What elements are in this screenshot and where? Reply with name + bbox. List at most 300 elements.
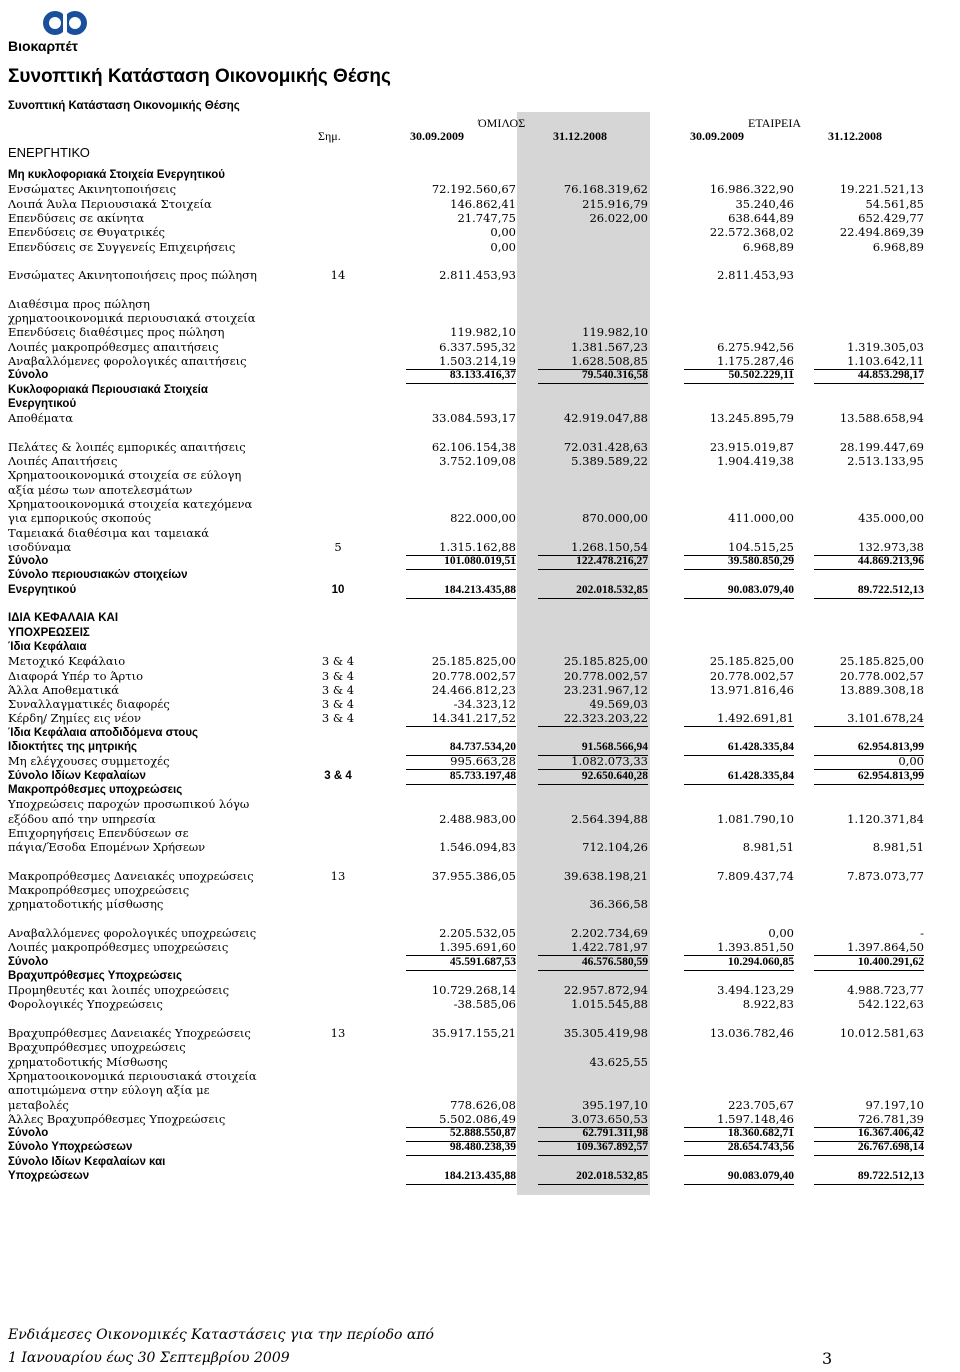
row-value: 35.305.419,98 xyxy=(563,1026,648,1040)
row-label: χρηματοδοτικής μίσθωσης xyxy=(8,897,164,912)
row-label: Κυκλοφοριακά Περιουσιακά Στοιχεία xyxy=(8,383,208,396)
statement-row xyxy=(8,1098,928,1113)
statement-row xyxy=(8,1083,928,1098)
row-label: εξόδου από την υπηρεσία xyxy=(8,811,156,826)
row-label: Σύνολο περιουσιακών στοιχείων xyxy=(8,569,188,582)
row-value: 20.778.002,57 xyxy=(563,668,648,683)
row-note: 3 & 4 xyxy=(321,711,355,726)
row-note: 3 & 4 xyxy=(321,654,355,669)
page-subtitle: Συνοπτική Κατάσταση Οικονομικής Θέσης xyxy=(8,100,240,112)
statement-row xyxy=(8,268,928,283)
row-label: Μακροπρόθεσμες υποχρεώσεις xyxy=(8,883,190,897)
row-label: Λοιπές μακροπρόθεσμες απαιτήσεις xyxy=(8,339,219,354)
row-value: 20.778.002,57 xyxy=(839,668,924,683)
row-value: 6.968,89 xyxy=(872,239,924,254)
row-value: 712.104,26 xyxy=(582,840,648,855)
row-label: Αναβαλλόμενες φορολογικές υποχρεώσεις xyxy=(8,925,257,940)
statement-row xyxy=(8,1155,928,1170)
row-value: 0,00 xyxy=(768,925,794,940)
row-label: Σύνολο Υποχρεώσεων xyxy=(8,1141,133,1154)
row-label: Χρηματοοικονομικά περιουσιακά στοιχεία xyxy=(8,1068,257,1083)
row-label: Μη ελέγχουσες συμμετοχές xyxy=(8,754,170,769)
statement-row xyxy=(8,568,928,583)
row-value: 215.916,79 xyxy=(582,196,648,211)
row-value: 35.240,46 xyxy=(735,196,794,211)
row-value: 6.337.595,32 xyxy=(439,339,516,354)
page-title: Συνοπτική Κατάσταση Οικονομικής Θέσης xyxy=(8,66,391,87)
row-value: 395.197,10 xyxy=(582,1097,648,1112)
row-label: αποτιμώμενα στην εύλογη αξία με xyxy=(8,1083,210,1098)
row-value: 13.036.782,46 xyxy=(709,1026,794,1040)
row-value: 1.081.790,10 xyxy=(717,811,794,826)
row-value: 62.791.311,98 xyxy=(538,1126,648,1142)
row-value: 26.767.698,14 xyxy=(814,1140,924,1156)
statement-row xyxy=(8,554,928,569)
row-value: 132.973,38 xyxy=(814,540,924,556)
row-value: 83.133.416,37 xyxy=(406,368,516,384)
row-value: 25.185.825,00 xyxy=(839,654,924,669)
row-value: 6.275.942,56 xyxy=(717,339,794,354)
row-label: Σύνολο Ιδίων Κεφαλαίων και xyxy=(8,1155,166,1168)
row-value: 1.015.545,88 xyxy=(571,997,648,1012)
row-value: 22.494.869,39 xyxy=(839,225,924,240)
row-label: Επενδύσεις διαθέσιμες προς πώληση xyxy=(8,325,225,340)
statement-row xyxy=(8,983,928,998)
row-value: 49.569,03 xyxy=(589,697,648,712)
row-value: 5.389.589,22 xyxy=(571,454,648,468)
row-value: 1.381.567,23 xyxy=(571,339,648,354)
row-label: Υποχρεώσεων xyxy=(8,1170,90,1182)
row-value: 22.572.368,02 xyxy=(709,225,794,240)
row-label: Άλλα Αποθεματικά xyxy=(8,682,120,697)
row-value: 1.120.371,84 xyxy=(847,811,924,826)
statement-row xyxy=(8,383,928,398)
row-label: Λοιπές Απαιτήσεις xyxy=(8,454,118,468)
row-value: 84.737.534,20 xyxy=(406,740,516,756)
statement-row xyxy=(8,897,928,912)
row-value: 1.904.419,38 xyxy=(717,454,794,468)
statement-row xyxy=(8,368,928,383)
statement-row xyxy=(8,440,928,455)
row-label: Βραχυπρόθεσμες Υποχρεώσεις xyxy=(8,969,182,982)
row-label: Επιχορηγήσεις Επενδύσεων σε xyxy=(8,825,189,840)
row-label: Ενσώματες Ακινητοποιήσεις xyxy=(8,182,177,197)
statement-row xyxy=(8,783,928,798)
row-value: 39.580.850,29 xyxy=(684,554,794,570)
company-name: Βιοκαρπέτ xyxy=(8,38,79,54)
row-value: 72.031.428,63 xyxy=(563,439,648,454)
row-label: Επενδύσεις σε Θυγατρικές xyxy=(8,225,165,240)
row-value: 13.588.658,94 xyxy=(839,411,924,426)
row-note: 3 & 4 xyxy=(324,769,352,782)
row-value: 52.888.550,87 xyxy=(406,1126,516,1142)
row-value: 37.955.386,05 xyxy=(431,868,516,883)
statement-row xyxy=(8,826,928,841)
row-value: 14.341.217,52 xyxy=(406,711,516,727)
row-label: Χρηματοοικονομικά στοιχεία σε εύλογη xyxy=(8,468,242,483)
row-value: 50.502.229,11 xyxy=(684,368,794,384)
row-value: 726.781,39 xyxy=(814,1112,924,1128)
row-value: 411.000,00 xyxy=(728,511,794,526)
row-value: 1.175.287,46 xyxy=(684,354,794,370)
row-value: 146.862,41 xyxy=(450,196,516,211)
statement-row xyxy=(8,411,928,426)
company-header: ΕΤΑΙΡΕΙΑ xyxy=(748,116,802,130)
row-value: 79.540.316,58 xyxy=(538,368,648,384)
statement-row xyxy=(8,197,928,212)
statement-row xyxy=(8,997,928,1012)
row-value: 28.654.743,56 xyxy=(684,1140,794,1156)
statement-row xyxy=(8,1126,928,1141)
row-value: 184.213.435,88 xyxy=(406,1169,516,1185)
row-value: 20.778.002,57 xyxy=(431,668,516,683)
row-value: 62.954.813,99 xyxy=(814,769,924,785)
row-value: 97.197,10 xyxy=(865,1097,924,1112)
row-note: 13 xyxy=(330,868,346,883)
statement-row xyxy=(8,1169,928,1184)
row-value: 122.478.216,27 xyxy=(538,554,648,570)
row-value: 223.705,67 xyxy=(728,1097,794,1112)
row-value: 10.294.060,85 xyxy=(684,955,794,971)
row-label: Βραχυπρόθεσμες υποχρεώσεις xyxy=(8,1040,186,1055)
row-value: 1.628.508,85 xyxy=(538,354,648,370)
row-label: αξία μέσω των αποτελεσμάτων xyxy=(8,482,193,497)
row-label: Μετοχικό Κεφάλαιο xyxy=(8,654,126,669)
row-label: Ενεργητικού xyxy=(8,397,77,410)
row-value: 435.000,00 xyxy=(858,511,924,526)
row-value: 184.213.435,88 xyxy=(406,583,516,599)
row-label: Χρηματοοικονομικά στοιχεία κατεχόμενα xyxy=(8,496,253,511)
row-value: 7.809.437,74 xyxy=(717,868,794,883)
row-value: 6.968,89 xyxy=(742,239,794,254)
row-label: Βραχυπρόθεσμες Δανειακές Υποχρεώσεις xyxy=(8,1026,251,1040)
statement-row xyxy=(8,740,928,755)
row-note: 14 xyxy=(330,268,346,283)
row-value: 1.393.851,50 xyxy=(684,940,794,956)
row-label: Λοιπά Άυλα Περιουσιακά Στοιχεία xyxy=(8,196,212,211)
row-value: 89.722.512,13 xyxy=(814,1169,924,1185)
statement-row xyxy=(8,1140,928,1155)
statement-row xyxy=(8,697,928,712)
row-label: Ίδια Κεφάλαια xyxy=(8,640,87,653)
row-value: 24.466.812,23 xyxy=(431,682,516,697)
row-label: χρηματοδοτικής Μίσθωσης xyxy=(8,1054,168,1069)
row-value: 54.561,85 xyxy=(865,196,924,211)
row-value: 119.982,10 xyxy=(582,325,648,340)
row-value: 13.245.895,79 xyxy=(709,411,794,426)
statement-row xyxy=(8,754,928,769)
row-value: 2.513.133,95 xyxy=(847,454,924,468)
row-value: -34.323,12 xyxy=(453,697,516,712)
row-value: 10.400.291,62 xyxy=(814,955,924,971)
row-value: 92.650.640,28 xyxy=(538,769,648,785)
statement-row xyxy=(8,1055,928,1070)
row-value: 822.000,00 xyxy=(450,511,516,526)
row-value: 1.395.691,60 xyxy=(406,940,516,956)
row-label: Κέρδη/ Ζημίες εις νέον xyxy=(8,711,141,726)
row-value: 23.231.967,12 xyxy=(563,682,648,697)
row-label: ΙΔΙΑ ΚΕΦΑΛΑΙΑ ΚΑΙ xyxy=(8,612,119,625)
row-value: 42.919.047,88 xyxy=(563,411,648,426)
row-value: -38.585,06 xyxy=(453,997,516,1012)
row-value: 13.971.816,46 xyxy=(709,682,794,697)
row-label: χρηματοοικονομικά περιουσιακά στοιχεία xyxy=(8,311,256,325)
statement-row xyxy=(8,1026,928,1041)
row-label: Λοιπές μακροπρόθεσμες υποχρεώσεις xyxy=(8,940,229,955)
row-label: πάγια/Έσοδα Επομένων Χρήσεων xyxy=(8,840,206,855)
statement-row xyxy=(8,297,928,312)
row-value: 1.397.864,50 xyxy=(814,940,924,956)
row-label: Αναβαλλόμενες φορολογικές απαιτήσεις xyxy=(8,353,247,368)
row-value: 61.428.335,84 xyxy=(684,769,794,785)
row-value: 3.073.650,53 xyxy=(538,1112,648,1128)
row-value: 22.323.203,22 xyxy=(538,711,648,727)
row-value: 16.367.406,42 xyxy=(814,1126,924,1142)
statement-row xyxy=(8,869,928,884)
row-value: 43.625,55 xyxy=(589,1054,648,1069)
statement-row xyxy=(8,540,928,555)
statement-row xyxy=(8,583,928,598)
row-value: 0,00 xyxy=(490,239,516,254)
row-value: 44.869.213,96 xyxy=(814,554,924,570)
statement-row xyxy=(8,240,928,255)
row-value: 101.080.019,51 xyxy=(406,554,516,570)
row-value: 1.422.781,97 xyxy=(538,940,648,956)
row-label: Άλλες Βραχυπρόθεσμες Υποχρεώσεις xyxy=(8,1111,226,1126)
row-value: - xyxy=(920,925,924,940)
date-header-1: 30.09.2009 xyxy=(410,129,464,143)
row-note: 13 xyxy=(330,1026,346,1040)
row-value: 16.986.322,90 xyxy=(709,182,794,197)
statement-row xyxy=(8,726,928,741)
row-value: 39.638.198,21 xyxy=(563,868,648,883)
row-label: Συναλλαγματικές διαφορές xyxy=(8,697,170,712)
row-value: 21.747,75 xyxy=(457,210,516,225)
statement-row xyxy=(8,640,928,655)
statement-row xyxy=(8,483,928,498)
row-value: 2.811.453,93 xyxy=(717,268,794,283)
statement-row xyxy=(8,669,928,684)
row-value: 23.915.019,87 xyxy=(709,439,794,454)
statement-row xyxy=(8,454,928,469)
row-value: 4.988.723,77 xyxy=(847,983,924,998)
statement-row xyxy=(8,526,928,541)
statement-row xyxy=(8,654,928,669)
row-label: Σύνολο xyxy=(8,955,49,968)
statement-row xyxy=(8,797,928,812)
row-value: 1.597.148,46 xyxy=(684,1112,794,1128)
statement-row xyxy=(8,225,928,240)
row-value: 2.811.453,93 xyxy=(439,268,516,283)
row-label: Αποθέματα xyxy=(8,411,74,426)
statement-row xyxy=(8,940,928,955)
row-value: 1.082.073,33 xyxy=(538,754,648,770)
row-value: 1.503.214,19 xyxy=(406,354,516,370)
row-label: Επενδύσεις σε Συγγενείς Επιχειρήσεις xyxy=(8,239,236,254)
row-label: Υποχρεώσεις παροχών προσωπικού λόγω xyxy=(8,797,250,812)
row-value: 870.000,00 xyxy=(582,511,648,526)
row-value: 10.729.268,14 xyxy=(431,983,516,998)
row-value: 3.494.123,29 xyxy=(717,983,794,998)
statement-row xyxy=(8,340,928,355)
row-value: 0,00 xyxy=(814,754,924,770)
statement-row xyxy=(8,611,928,626)
statement-row xyxy=(8,969,928,984)
row-value: 2.564.394,88 xyxy=(571,811,648,826)
row-value: 13.889.308,18 xyxy=(839,682,924,697)
row-value: 62.954.813,99 xyxy=(814,740,924,756)
row-label: Μακροπρόθεσμες Δανειακές υποχρεώσεις xyxy=(8,868,254,883)
row-value: 25.185.825,00 xyxy=(431,654,516,669)
row-label: ισοδύναμα xyxy=(8,539,72,554)
row-value: 1.268.150,54 xyxy=(538,540,648,556)
row-value: 91.568.566,94 xyxy=(538,740,648,756)
statement-row xyxy=(8,182,928,197)
row-label: Ενσώματες Ακινητοποιήσεις προς πώληση xyxy=(8,268,257,283)
row-value: 104.515,25 xyxy=(684,540,794,556)
statement-row xyxy=(8,354,928,369)
row-value: 0,00 xyxy=(490,225,516,240)
row-label: Ενεργητικού xyxy=(8,583,77,596)
date-header-4: 31.12.2008 xyxy=(828,129,882,143)
row-label: για εμπορικούς σκοπούς xyxy=(8,511,152,526)
row-value: 1.315.162,88 xyxy=(406,540,516,556)
row-value: 90.083.079,40 xyxy=(684,1169,794,1185)
statement-row xyxy=(8,497,928,512)
statement-row xyxy=(8,397,928,412)
row-value: 46.576.580,59 xyxy=(538,955,648,971)
row-value: 20.778.002,57 xyxy=(709,668,794,683)
row-value: 2.205.532,05 xyxy=(439,925,516,940)
row-value: 2.202.734,69 xyxy=(571,925,648,940)
row-value: 995.663,28 xyxy=(406,754,516,770)
row-label: μεταβολές xyxy=(8,1097,69,1112)
statement-row xyxy=(8,812,928,827)
row-label: Μη κυκλοφοριακά Στοιχεία Ενεργητικού xyxy=(8,169,225,181)
row-label: Σύνολο Ιδίων Κεφαλαίων xyxy=(8,769,146,782)
row-value: 3.752.109,08 xyxy=(439,454,516,468)
row-label: Διαθέσιμα προς πώληση xyxy=(8,296,150,311)
row-value: 85.733.197,48 xyxy=(406,769,516,785)
row-value: 5.502.086,49 xyxy=(406,1112,516,1128)
row-value: 89.722.512,13 xyxy=(814,583,924,599)
row-value: 35.917.155,21 xyxy=(431,1026,516,1040)
row-note: 10 xyxy=(331,583,345,596)
row-value: 542.122,63 xyxy=(858,997,924,1012)
row-value: 202.018.532,85 xyxy=(538,583,648,599)
row-value: 22.957.872,94 xyxy=(563,983,648,998)
row-value: 72.192.560,67 xyxy=(431,182,516,197)
group-header: ΌΜΙΛΟΣ xyxy=(478,116,526,130)
row-value: 61.428.335,84 xyxy=(684,740,794,756)
row-value: 18.360.682,71 xyxy=(684,1126,794,1142)
row-value: 33.084.593,17 xyxy=(431,411,516,426)
row-note: 5 xyxy=(334,539,342,554)
row-value: 10.012.581,63 xyxy=(839,1026,924,1040)
statement-row xyxy=(8,926,928,941)
statement-row xyxy=(8,1112,928,1127)
row-label: ΥΠΟΧΡΕΩΣΕΙΣ xyxy=(8,626,90,639)
row-label: Σύνολο xyxy=(8,1127,49,1140)
statement-row xyxy=(8,168,928,183)
row-value: 8.981,51 xyxy=(742,840,794,855)
row-value: 36.366,58 xyxy=(589,897,648,912)
statement-row xyxy=(8,683,928,698)
row-value: 2.488.983,00 xyxy=(439,811,516,826)
row-value: 652.429,77 xyxy=(858,210,924,225)
row-label: Φορολογικές Υποχρεώσεις xyxy=(8,997,163,1012)
row-label: Πελάτες & λοιπές εμπορικές απαιτήσεις xyxy=(8,439,246,454)
row-value: 778.626,08 xyxy=(450,1097,516,1112)
row-value: 8.981,51 xyxy=(872,840,924,855)
statement-row xyxy=(8,955,928,970)
statement-row xyxy=(8,311,928,326)
assets-heading: ΕΝΕΡΓΗΤΙΚΟ xyxy=(8,145,90,160)
row-value: 202.018.532,85 xyxy=(538,1169,648,1185)
row-value: 8.922,83 xyxy=(742,997,794,1012)
row-value: 62.106.154,38 xyxy=(431,439,516,454)
statement-row xyxy=(8,468,928,483)
row-value: 7.873.073,77 xyxy=(847,868,924,883)
row-note: 3 & 4 xyxy=(321,697,355,712)
row-label: Διαφορά Υπέρ το Άρτιο xyxy=(8,668,144,683)
row-value: 26.022,00 xyxy=(589,210,648,225)
row-value: 19.221.521,13 xyxy=(839,182,924,197)
row-label: Σύνολο xyxy=(8,555,49,568)
row-label: Επενδύσεις σε ακίνητα xyxy=(8,210,145,225)
row-value: 1.103.642,11 xyxy=(814,354,924,370)
statement-row xyxy=(8,211,928,226)
row-value: 638.644,89 xyxy=(728,210,794,225)
biokarpet-logo-icon xyxy=(38,6,98,40)
row-value: 1.546.094,83 xyxy=(439,840,516,855)
row-label: Μακροπρόθεσμες υποχρεώσεις xyxy=(8,783,183,796)
row-value: 98.480.238,39 xyxy=(406,1140,516,1156)
row-value: 1.319.305,03 xyxy=(847,339,924,354)
page-number: 3 xyxy=(822,1349,833,1368)
row-value: 90.083.079,40 xyxy=(684,583,794,599)
row-value: 119.982,10 xyxy=(450,325,516,340)
row-label: Σύνολο xyxy=(8,369,49,382)
row-value: 44.853.298,17 xyxy=(814,368,924,384)
row-value: 109.367.892,57 xyxy=(538,1140,648,1156)
statement-row xyxy=(8,1069,928,1084)
row-note: 3 & 4 xyxy=(321,668,355,683)
row-value: 45.591.687,53 xyxy=(406,955,516,971)
statement-row xyxy=(8,511,928,526)
statement-row xyxy=(8,325,928,340)
row-label: Ιδιοκτήτες της μητρικής xyxy=(8,741,137,753)
statement-row xyxy=(8,883,928,898)
statement-row xyxy=(8,626,928,641)
row-value: 76.168.319,62 xyxy=(563,182,648,197)
statement-row xyxy=(8,1040,928,1055)
row-value: 25.185.825,00 xyxy=(709,654,794,669)
row-value: 25.185.825,00 xyxy=(563,654,648,669)
statement-row xyxy=(8,769,928,784)
row-label: Προμηθευτές και λοιπές υποχρεώσεις xyxy=(8,983,230,998)
statement-row xyxy=(8,840,928,855)
statement-row xyxy=(8,711,928,726)
date-header-2: 31.12.2008 xyxy=(553,129,607,143)
row-label: Ίδια Κεφάλαια αποδιδόμενα στους xyxy=(8,726,199,739)
footer-line-2: 1 Ιανουαρίου έως 30 Σεπτεμβρίου 2009 xyxy=(8,1350,290,1366)
row-value: 28.199.447,69 xyxy=(839,439,924,454)
date-header-3: 30.09.2009 xyxy=(690,129,744,143)
row-label: Ταμειακά διαθέσιμα και ταμειακά xyxy=(8,525,209,540)
note-header: Σημ. xyxy=(318,129,341,143)
row-value: 3.101.678,24 xyxy=(814,711,924,727)
